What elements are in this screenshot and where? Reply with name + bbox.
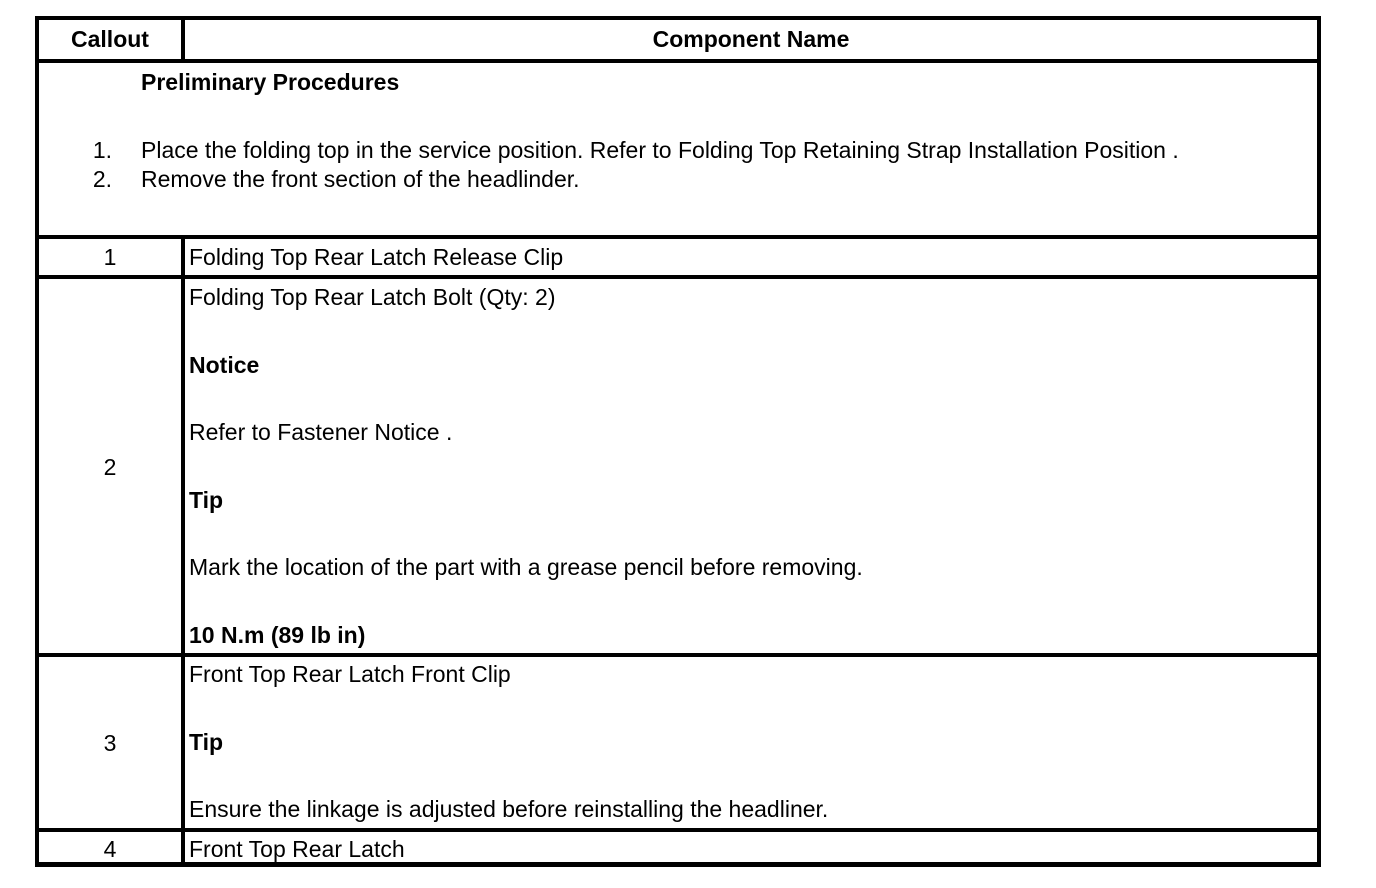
component-name: Folding Top Rear Latch Release Clip <box>189 244 564 270</box>
preliminary-title: Preliminary Procedures <box>141 69 400 95</box>
tip-text: Mark the location of the part with a grease pencil before removing. <box>189 554 863 580</box>
step-number: 2. <box>92 166 112 192</box>
callout-number: 1 <box>103 244 117 270</box>
tip-title: Tip <box>189 487 224 513</box>
step-number: 1. <box>92 137 112 163</box>
component-name: Front Top Rear Latch <box>189 836 405 862</box>
component-name: Front Top Rear Latch Front Clip <box>189 661 511 687</box>
column-divider <box>181 832 185 866</box>
notice-title: Notice <box>189 352 260 378</box>
callout-number: 3 <box>103 730 117 756</box>
table-row <box>39 239 1317 279</box>
notice-text: Refer to Fastener Notice . <box>189 419 453 445</box>
column-divider <box>181 657 185 828</box>
step-text: Place the folding top in the service position. Refer to Folding Top Retaining Strap Installation Position . <box>141 137 1179 163</box>
table-row <box>39 279 1317 657</box>
column-divider <box>181 239 185 275</box>
component-name: Folding Top Rear Latch Bolt (Qty: 2) <box>189 284 556 310</box>
callout-number: 4 <box>103 836 117 862</box>
callout-number: 2 <box>103 454 117 480</box>
column-divider <box>181 279 185 653</box>
callout-header: Callout <box>71 26 149 52</box>
component-name-header: Component Name <box>652 26 850 52</box>
preliminary-procedures-row <box>39 63 1317 239</box>
torque-value: 10 N.m (89 lb in) <box>189 622 366 648</box>
tip-title: Tip <box>189 729 224 755</box>
table-header-row <box>39 20 1317 63</box>
table-row <box>39 657 1317 832</box>
table-row <box>39 832 1317 866</box>
component-table <box>35 16 1321 867</box>
step-text: Remove the front section of the headlinder. <box>141 166 580 192</box>
tip-text: Ensure the linkage is adjusted before reinstalling the headliner. <box>189 796 829 822</box>
